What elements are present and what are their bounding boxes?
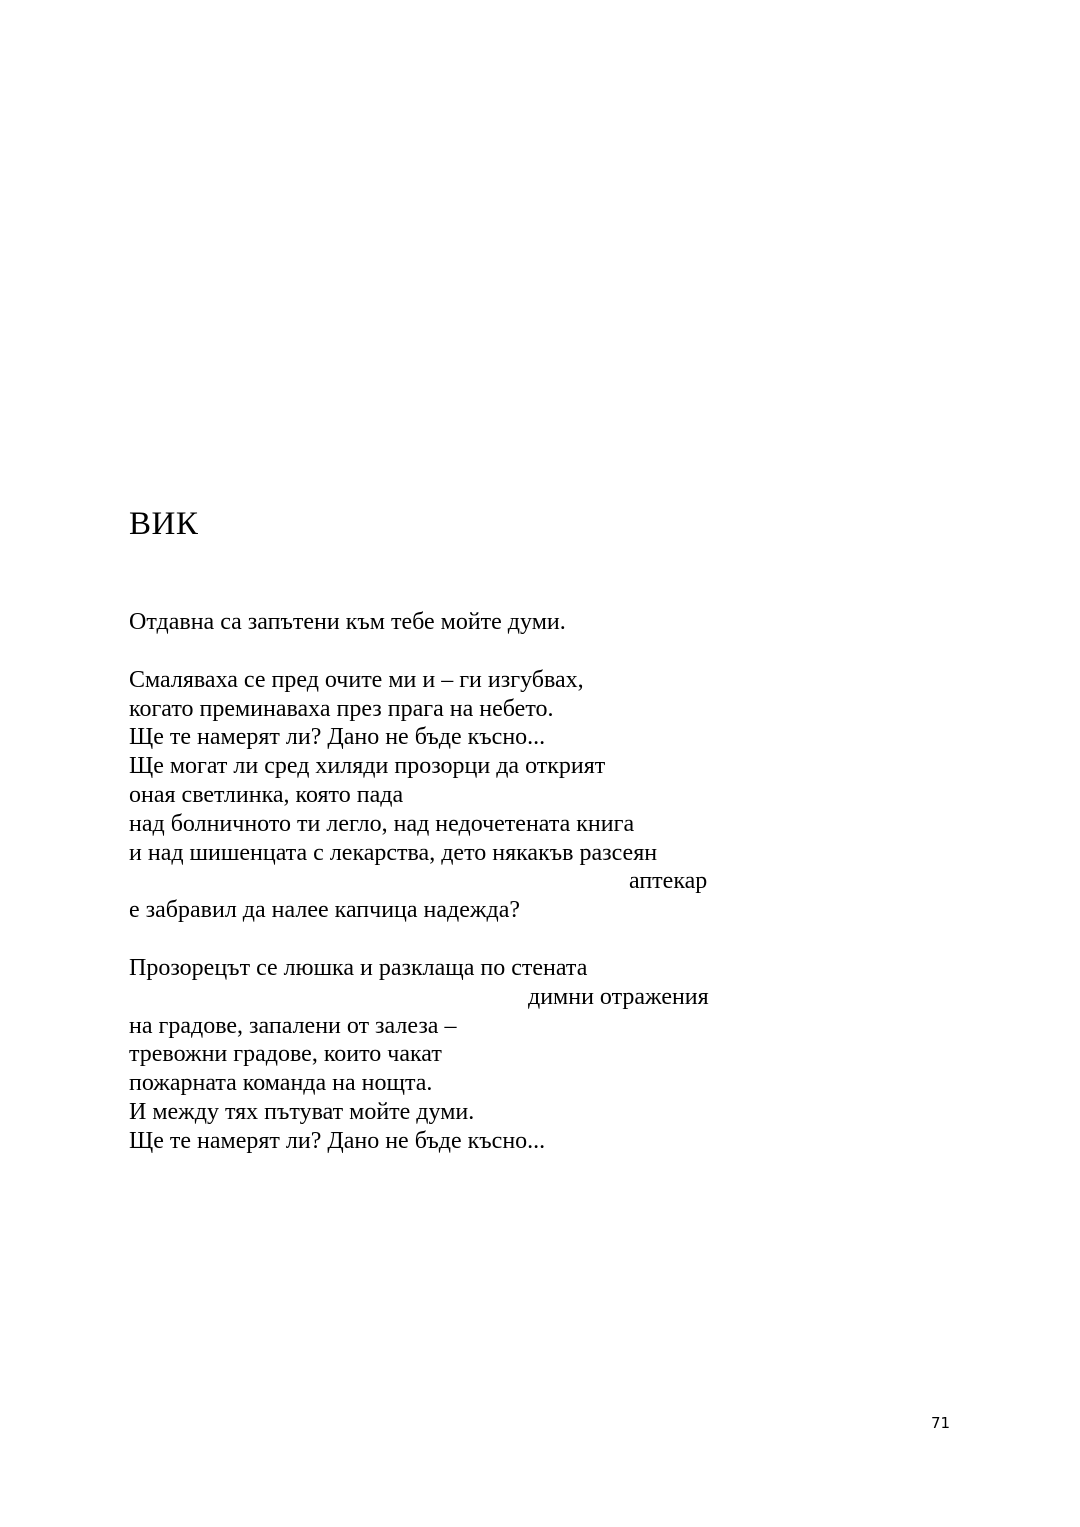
stanza-1 — [129, 608, 849, 637]
stanza-separator — [129, 925, 849, 954]
poem-line: тревожни градове, които чакат — [129, 1041, 442, 1068]
poem-title: ВИК — [129, 506, 199, 542]
poem-body — [129, 608, 849, 1156]
poem-line: Ще могат ли сред хиляди прозорци да открият — [129, 753, 606, 780]
poem-line: пожарната команда на нощта. — [129, 1070, 433, 1097]
poem-line: Ще те намерят ли? Дано не бъде късно... — [129, 1127, 546, 1154]
poem-line: оная светлинка, която пада — [129, 781, 404, 808]
poem-line: и над шишенцата с лекарства, дето някакъв разсеян — [129, 839, 658, 866]
poem-line: когато преминаваха през прага на небето. — [129, 695, 554, 722]
poem-line: е забравил да налее капчица надежда? — [129, 897, 520, 924]
poem-line: на градове, запалени от залеза – — [129, 1012, 457, 1039]
poem-line: И между тях пътуват мойте думи. — [129, 1098, 475, 1125]
poem-line: над болничното ти легло, над недочетената книга — [129, 810, 635, 837]
stanza-3 — [129, 954, 849, 1156]
stanza-separator — [129, 637, 849, 666]
stanza-2 — [129, 666, 849, 925]
poem-line-indented: аптекар — [629, 868, 708, 895]
poem-line: Ще те намерят ли? Дано не бъде късно... — [129, 724, 546, 751]
poem-line: Прозорецът се люшка и разклаща по стената — [129, 954, 588, 981]
poem-line: Смаляваха се пред очите ми и – ги изгубвах, — [129, 666, 584, 693]
page-number: 71 — [931, 1414, 951, 1432]
poem-line-indented: димни отражения — [528, 983, 709, 1010]
poem-line: Отдавна са запътени към тебе мойте думи. — [129, 609, 566, 635]
